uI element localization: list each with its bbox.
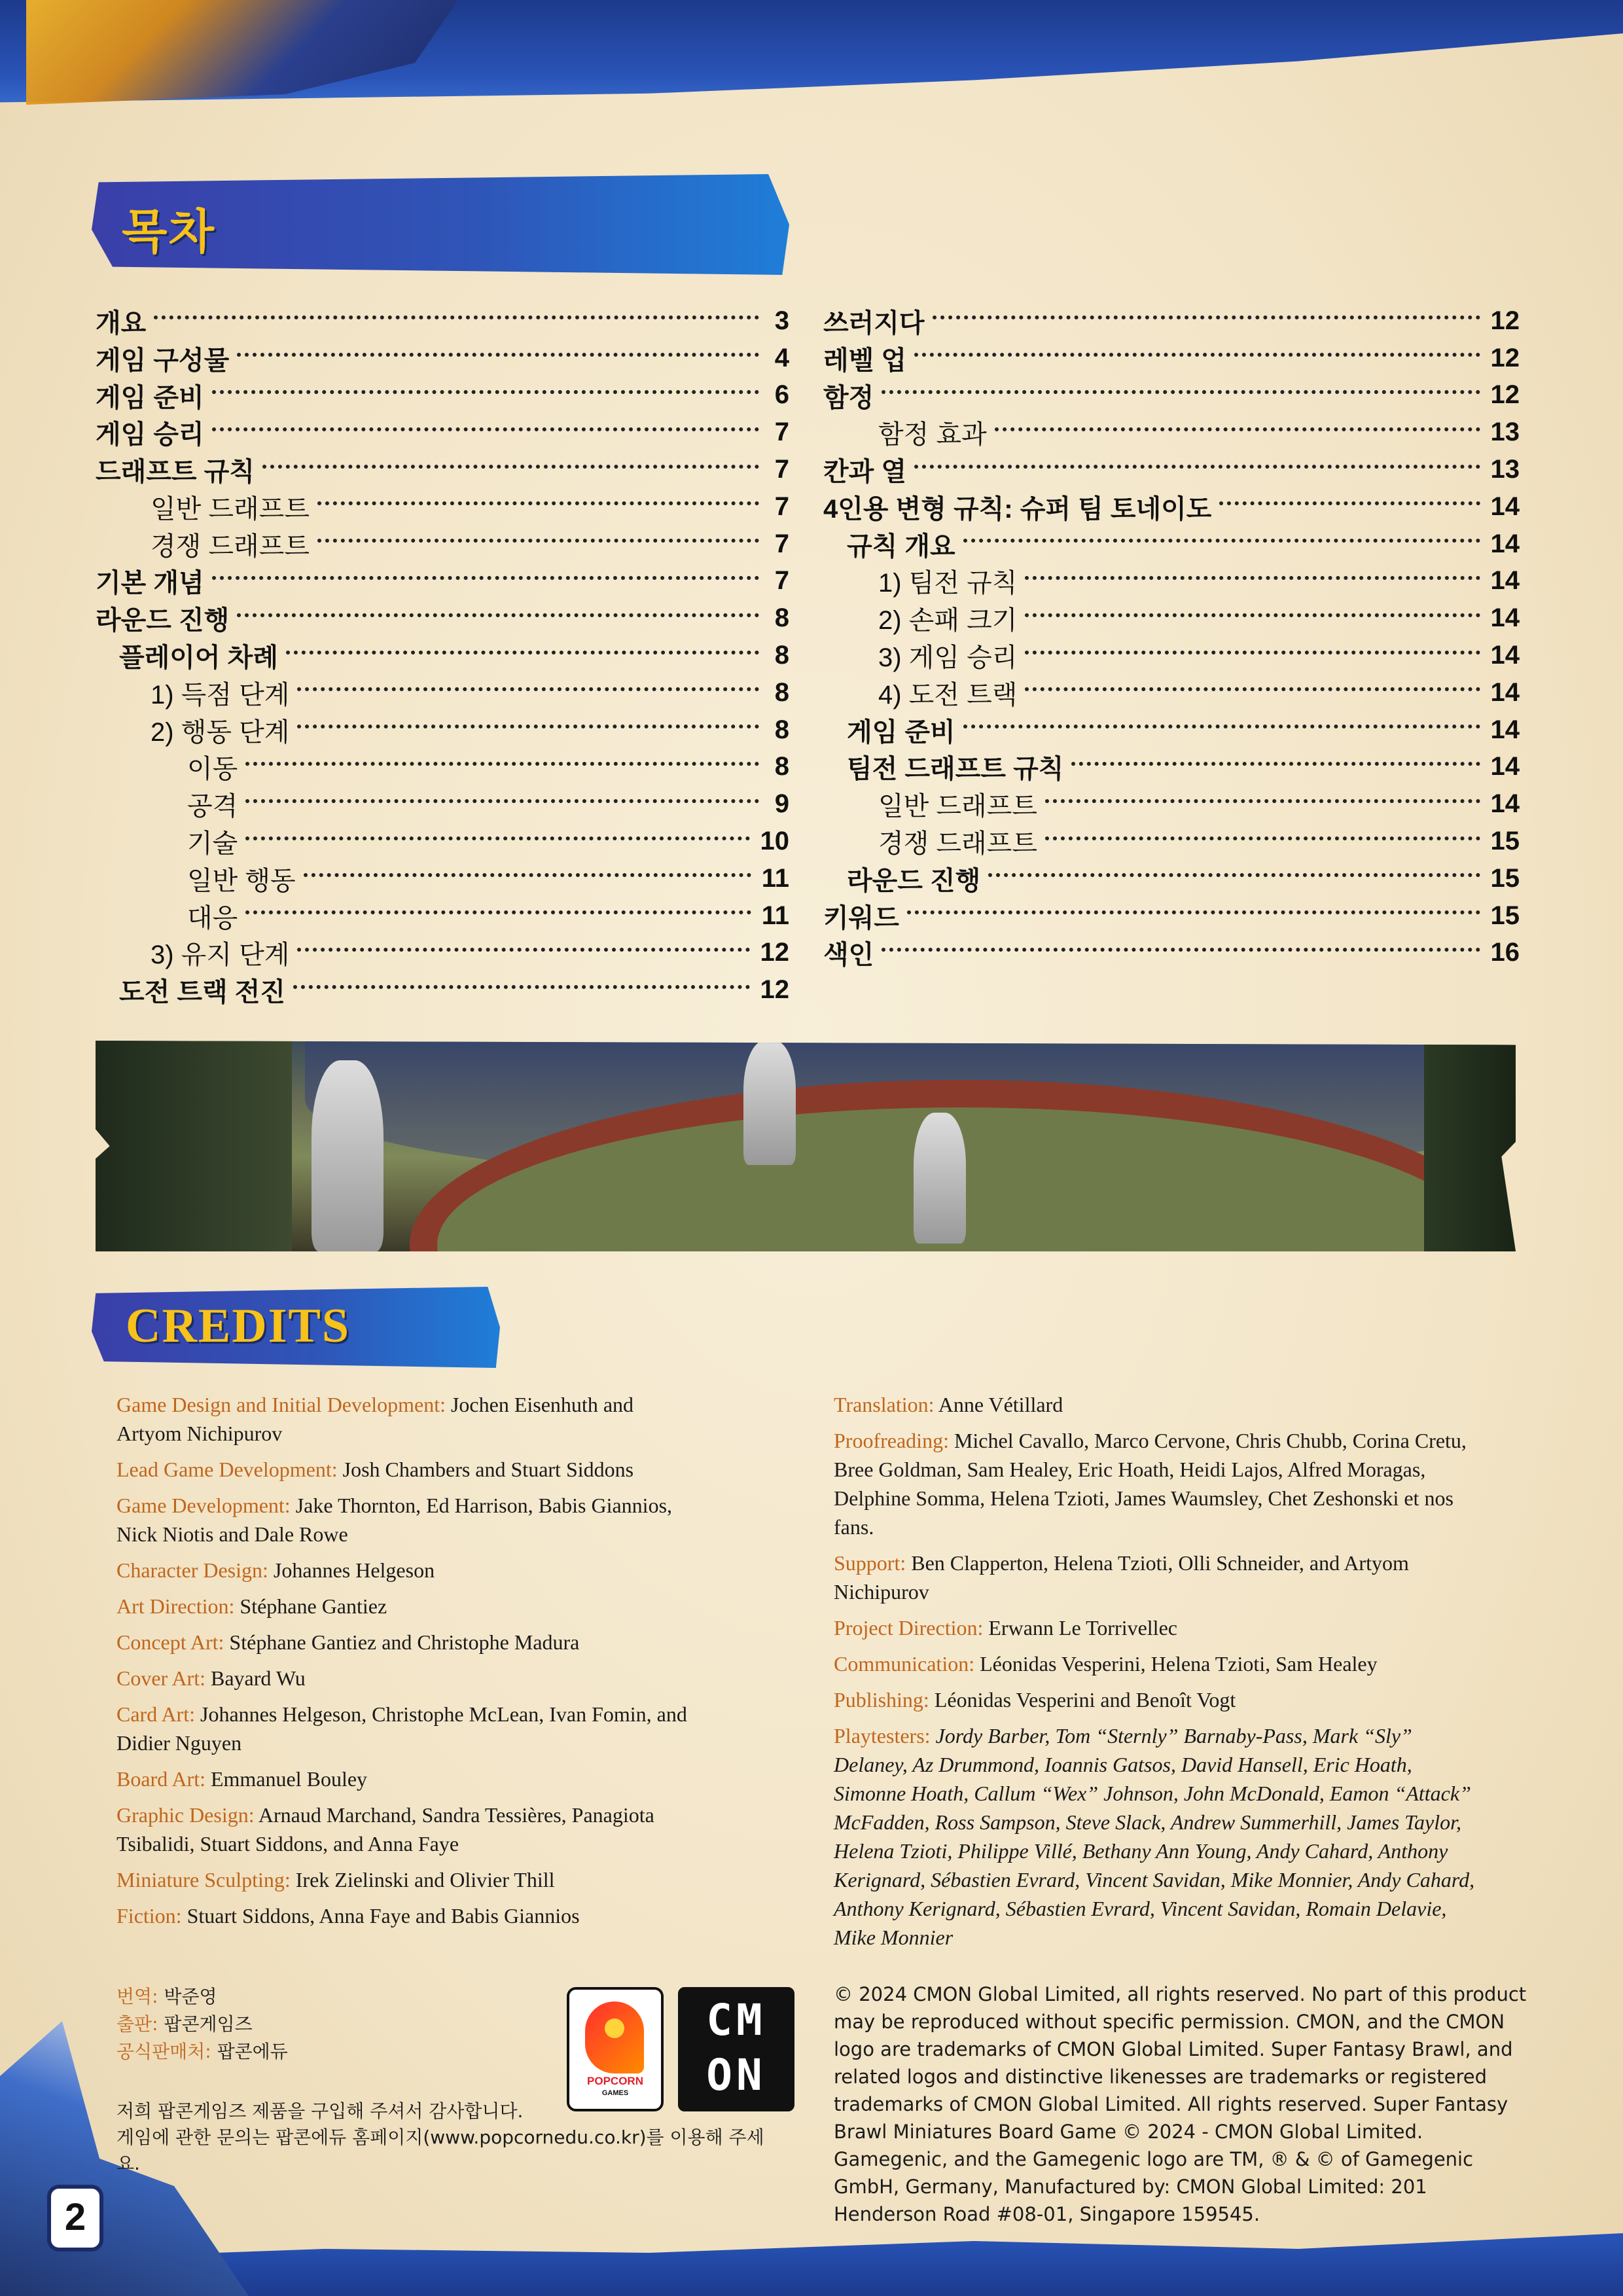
toc-entry-page: 12 <box>1490 380 1520 410</box>
credit-names: Léonidas Vesperini, Helena Tzioti, Sam Healey <box>980 1652 1378 1676</box>
toc-entry-label: 4) 도전 트랙 <box>878 680 1018 709</box>
toc-leader-dots <box>1025 613 1480 617</box>
toc-leader-dots <box>1071 762 1480 766</box>
credit-names: Ben Clapperton, Helena Tzioti, Olli Schneider, and Artyom Nichipurov <box>834 1551 1409 1604</box>
credit-names: Stéphane Gantiez and Christophe Madura <box>229 1630 580 1654</box>
cmon-logo <box>678 1987 794 2111</box>
credit-role: Miniature Sculpting: <box>116 1868 291 1892</box>
credit-names: Erwann Le Torrivellec <box>988 1616 1177 1640</box>
toc-entry[interactable] <box>823 451 1520 488</box>
toc-entry[interactable] <box>823 414 1520 451</box>
cmon-logo-row-1: CM <box>706 1995 766 2045</box>
toc-entry-page: 14 <box>1490 641 1520 670</box>
toc-entry-page: 12 <box>760 938 789 967</box>
toc-entry[interactable] <box>823 600 1520 637</box>
toc-entry-page: 11 <box>761 863 789 893</box>
credit-entry <box>116 1901 699 1930</box>
credit-role: Project Direction: <box>834 1616 984 1640</box>
toc-leader-dots <box>963 725 1480 728</box>
toc-leader-dots <box>933 315 1480 319</box>
toc-leader-dots <box>907 910 1480 914</box>
toc-leader-dots <box>1045 836 1480 840</box>
toc-entry[interactable] <box>823 823 1520 860</box>
toc-leader-dots <box>297 687 759 691</box>
credit-names: Léonidas Vesperini and Benoît Vogt <box>934 1688 1236 1712</box>
toc-entry-page: 12 <box>760 975 789 1005</box>
toc-entry[interactable] <box>823 488 1520 526</box>
toc-entry-label: 키워드 <box>823 903 899 933</box>
credit-entry <box>116 1491 699 1549</box>
toc-entry-label: 일반 드래프트 <box>878 792 1037 821</box>
toc-entry[interactable] <box>823 340 1520 377</box>
toc-entry-label: 라운드 진행 <box>847 866 981 895</box>
toc-entry[interactable] <box>823 935 1520 972</box>
toc-entry-label: 3) 유지 단계 <box>151 941 290 970</box>
credit-role: Translation: <box>834 1393 935 1416</box>
toc-entry[interactable] <box>823 860 1520 897</box>
toc-entry[interactable] <box>823 711 1520 749</box>
toc-entry-label: 3) 게임 승리 <box>878 643 1018 673</box>
toc-entry[interactable] <box>823 637 1520 674</box>
toc-entry[interactable] <box>823 785 1520 823</box>
toc-entry-label: 대응 <box>187 903 238 933</box>
toc-entry-label: 도전 트랙 전진 <box>119 978 286 1007</box>
toc-entry-label: 색인 <box>823 941 874 970</box>
statue-front <box>914 1113 966 1244</box>
korean-credit-entry <box>116 2038 548 2066</box>
arena-illustration <box>96 1041 1516 1251</box>
credit-names: Emmanuel Bouley <box>210 1767 368 1791</box>
credit-entry <box>116 1592 699 1621</box>
credit-names: Anne Vétillard <box>938 1393 1063 1416</box>
credits-left-column <box>116 1390 699 1937</box>
toc-entry[interactable] <box>823 526 1520 563</box>
credit-names: Arnaud Marchand, Sandra Tessières, Panagiota Tsibalidi, Stuart Siddons, and Anna Faye <box>116 1803 654 1856</box>
toc-entry-label: 2) 손패 크기 <box>878 606 1018 636</box>
toc-left-column <box>96 302 789 1009</box>
thanks-line-2: 게임에 관한 문의는 팝콘에듀 홈페이지(www.popcornedu.co.kr)를 이용해 주세요. <box>116 2126 764 2174</box>
credit-role: Playtesters: <box>834 1724 931 1748</box>
korean-credit-role: 출판: <box>116 2013 158 2035</box>
korean-credit-role: 공식판매처: <box>116 2041 211 2062</box>
toc-entry-page: 7 <box>774 566 789 596</box>
credit-entry <box>834 1685 1488 1714</box>
credit-entry <box>116 1700 699 1757</box>
toc-entry-label: 함정 효과 <box>878 420 987 450</box>
credit-entry <box>834 1549 1488 1606</box>
toc-entry-label: 개요 <box>96 308 147 338</box>
toc-leader-dots <box>297 725 759 728</box>
toc-entry-page: 10 <box>760 827 789 856</box>
toc-entry[interactable] <box>823 674 1520 711</box>
toc-entry-label: 2) 행동 단계 <box>151 717 290 747</box>
popcorn-logo-subtext: GAMES <box>601 2089 629 2097</box>
toc-entry-page: 14 <box>1490 492 1520 521</box>
toc-entry-page: 14 <box>1490 566 1520 596</box>
credit-role: Support: <box>834 1551 906 1575</box>
credit-role: Communication: <box>834 1652 975 1676</box>
toc-entry-label: 함정 <box>823 383 874 412</box>
toc-entry-label: 게임 승리 <box>96 420 204 450</box>
toc-entry-label: 4인용 변형 규칙: 슈퍼 팀 토네이도 <box>823 494 1212 524</box>
toc-leader-dots <box>262 465 759 469</box>
toc-entry[interactable] <box>96 823 789 860</box>
toc-entry-page: 8 <box>774 715 789 744</box>
toc-entry-label: 경쟁 드래프트 <box>151 531 310 561</box>
toc-entry-label: 기본 개념 <box>96 569 204 598</box>
toc-entry[interactable] <box>96 600 789 637</box>
toc-entry-label: 라운드 진행 <box>96 606 230 636</box>
thanks-message <box>116 2098 777 2177</box>
scene-right-foliage <box>1424 1041 1516 1251</box>
toc-entry-page: 8 <box>774 603 789 633</box>
toc-leader-dots <box>154 315 759 319</box>
toc-entry[interactable] <box>823 897 1520 935</box>
credit-role: Graphic Design: <box>116 1803 255 1827</box>
toc-entry-label: 드래프트 규칙 <box>96 457 255 487</box>
toc-entry-page: 8 <box>774 677 789 707</box>
credit-role: Game Design and Initial Development: <box>116 1393 446 1416</box>
toc-entry-label: 규칙 개요 <box>847 531 955 561</box>
credit-role: Fiction: <box>116 1904 182 1928</box>
credit-entry <box>834 1649 1488 1678</box>
toc-entry-page: 14 <box>1490 677 1520 707</box>
toc-title: 목차 <box>122 204 216 259</box>
toc-entry-label: 쓰러지다 <box>823 308 925 338</box>
toc-entry-label: 레벨 업 <box>823 346 907 375</box>
toc-leader-dots <box>293 985 749 989</box>
popcorn-logo-text: POPCORN <box>587 2075 643 2087</box>
toc-leader-dots <box>1025 687 1480 691</box>
toc-entry-label: 기술 <box>187 829 238 859</box>
toc-leader-dots <box>304 873 751 877</box>
toc-entry[interactable] <box>96 711 789 749</box>
bottom-decoration <box>0 2217 1623 2296</box>
credit-names: Bayard Wu <box>210 1666 306 1690</box>
credit-entry <box>116 1455 699 1484</box>
popcorn-p-icon <box>585 2001 644 2073</box>
toc-entry-page: 7 <box>774 418 789 447</box>
toc-entry-page: 13 <box>1490 418 1520 447</box>
toc-leader-dots <box>1025 651 1480 655</box>
credit-role: Art Direction: <box>116 1594 235 1618</box>
credit-role: Board Art: <box>116 1767 205 1791</box>
credit-names: Jordy Barber, Tom “Sternly” Barnaby-Pass, Mark “Sly” Delaney, Az Drummond, Ioannis Gatsos, David Hansell, Eric Hoath, Simonne Hoath, Callum “Wex” Johnson, John McDonald, Eamon “Attack” McFadden, Ross Sampson, Steve Slack, Andrew Summerhill, James Taylor, Helena Tzioti, Philippe Villé, Bethany Ann Young, Andy Cahard, Anthony Kerignard, Sébastien Evrard, Vincent Savidan, Mike Monnier, Andy Cahard, Anthony Kerignard, Sébastien Evrard, Vincent Savidan, Romain Delavie, Mike Monnier <box>834 1724 1475 1949</box>
toc-entry-page: 3 <box>774 306 789 335</box>
toc-leader-dots <box>212 576 759 580</box>
toc-entry-page: 14 <box>1490 603 1520 633</box>
toc-leader-dots <box>286 651 759 655</box>
credit-role: Lead Game Development: <box>116 1458 338 1481</box>
credit-entry <box>116 1390 699 1448</box>
credit-entry <box>834 1426 1488 1541</box>
toc-entry[interactable] <box>823 377 1520 414</box>
toc-entry-page: 7 <box>774 455 789 484</box>
statue-center <box>743 1041 796 1165</box>
toc-entry-label: 팀전 드래프트 규칙 <box>847 755 1064 784</box>
toc-leader-dots <box>1045 799 1480 803</box>
korean-credit-entry <box>116 2011 548 2038</box>
toc-entry[interactable] <box>96 302 789 340</box>
toc-entry-label: 게임 구성물 <box>96 346 230 375</box>
korean-credit-names: 박준영 <box>158 1986 217 2007</box>
toc-leader-dots <box>237 353 759 357</box>
toc-entry-label: 경쟁 드래프트 <box>878 829 1037 859</box>
toc-entry-page: 8 <box>774 641 789 670</box>
credit-entry <box>116 1664 699 1693</box>
toc-entry-page: 4 <box>774 343 789 372</box>
toc-entry-label: 일반 드래프트 <box>151 494 310 524</box>
toc-entry-page: 15 <box>1490 901 1520 930</box>
toc-entry-label: 게임 준비 <box>847 717 955 747</box>
korean-credits <box>116 1983 548 2066</box>
credit-names: Irek Zielinski and Olivier Thill <box>295 1868 555 1892</box>
statue-left <box>312 1060 383 1251</box>
toc-entry[interactable] <box>96 488 789 526</box>
toc-leader-dots <box>317 539 759 543</box>
korean-credit-names: 팝콘게임즈 <box>158 2013 253 2035</box>
toc-entry-page: 14 <box>1490 715 1520 744</box>
credit-role: Concept Art: <box>116 1630 224 1654</box>
korean-credit-names: 팝콘에듀 <box>211 2041 288 2062</box>
toc-entry-page: 11 <box>761 901 789 930</box>
credits-right-column <box>834 1390 1488 1959</box>
toc-leader-dots <box>963 539 1480 543</box>
popcorn-games-logo <box>567 1987 664 2111</box>
toc-entry-page: 7 <box>774 529 789 558</box>
toc-entry-label: 플레이어 차례 <box>119 643 278 673</box>
toc-entry-page: 14 <box>1490 752 1520 781</box>
toc-entry[interactable] <box>823 749 1520 786</box>
toc-entry-label: 칸과 열 <box>823 457 907 487</box>
toc-leader-dots <box>914 465 1480 469</box>
toc-entry[interactable] <box>96 451 789 488</box>
toc-leader-dots <box>245 836 749 840</box>
toc-entry-page: 8 <box>774 752 789 781</box>
credit-names: Stéphane Gantiez <box>240 1594 387 1618</box>
toc-leader-dots <box>1219 501 1480 505</box>
toc-leader-dots <box>245 799 759 803</box>
toc-leader-dots <box>245 762 759 766</box>
credit-names: Stuart Siddons, Anna Faye and Babis Giannios <box>187 1904 580 1928</box>
korean-credit-role: 번역: <box>116 1986 158 2007</box>
toc-entry[interactable] <box>96 637 789 674</box>
toc-leader-dots <box>245 910 751 914</box>
toc-leader-dots <box>317 501 759 505</box>
toc-leader-dots <box>212 390 759 394</box>
toc-entry-page: 12 <box>1490 343 1520 372</box>
credit-entry <box>116 1765 699 1793</box>
credit-entry <box>116 1556 699 1585</box>
toc-leader-dots <box>1025 576 1480 580</box>
toc-leader-dots <box>237 613 759 617</box>
credit-entry <box>116 1801 699 1858</box>
credit-names: Michel Cavallo, Marco Cervone, Chris Chubb, Corina Cretu, Bree Goldman, Sam Healey, Eric Hoath, Heidi Lajos, Alfred Moragas, Delphine Somma, Helena Tzioti, James Waumsley, Chet Zeshonski et nos fans. <box>834 1429 1467 1539</box>
credit-role: Proofreading: <box>834 1429 949 1452</box>
toc-entry-label: 게임 준비 <box>96 383 204 412</box>
toc-entry[interactable] <box>96 563 789 600</box>
toc-leader-dots <box>212 427 759 431</box>
credit-entry <box>116 1865 699 1894</box>
credit-names: Johannes Helgeson <box>273 1558 435 1582</box>
toc-leader-dots <box>882 948 1480 952</box>
credit-entry <box>834 1613 1488 1642</box>
toc-entry-page: 9 <box>774 789 789 819</box>
credits-title: CREDITS <box>126 1299 350 1353</box>
page-number: 2 <box>47 2185 103 2251</box>
toc-entry-page: 12 <box>1490 306 1520 335</box>
credit-entry <box>834 1721 1488 1952</box>
toc-entry[interactable] <box>96 414 789 451</box>
credit-names: Johannes Helgeson, Christophe McLean, Ivan Fomin, and Didier Nguyen <box>116 1702 687 1755</box>
credit-role: Publishing: <box>834 1688 929 1712</box>
toc-leader-dots <box>882 390 1480 394</box>
toc-entry[interactable] <box>96 526 789 563</box>
credit-names: Josh Chambers and Stuart Siddons <box>342 1458 634 1481</box>
toc-leader-dots <box>988 873 1480 877</box>
toc-entry-label: 1) 득점 단계 <box>151 680 290 709</box>
toc-entry[interactable] <box>96 749 789 786</box>
scene-left-foliage <box>96 1041 292 1251</box>
toc-entry-label: 공격 <box>187 792 238 821</box>
credit-entry <box>834 1390 1488 1419</box>
toc-entry[interactable] <box>96 377 789 414</box>
credit-role: Cover Art: <box>116 1666 205 1690</box>
toc-leader-dots <box>297 948 749 952</box>
credit-role: Character Design: <box>116 1558 268 1582</box>
toc-entry[interactable] <box>96 971 789 1009</box>
credit-entry <box>116 1628 699 1657</box>
toc-entry-page: 14 <box>1490 529 1520 558</box>
credit-role: Game Development: <box>116 1494 291 1517</box>
toc-entry[interactable] <box>96 340 789 377</box>
toc-entry-page: 16 <box>1490 938 1520 967</box>
toc-entry-label: 일반 행동 <box>187 866 296 895</box>
toc-entry-page: 15 <box>1490 863 1520 893</box>
legal-notice: © 2024 CMON Global Limited, all rights reserved. No part of this product may be reproduced without specific permission. CMON, and the CMON logo are trademarks of CMON Global Limited. Super Fantasy Brawl, and related logos and distinctive likenesses are trademarks or registered trademarks of CMON Global Limited. All rights reserved. Super Fantasy Brawl Miniatures Board Game © 2024 - CMON Global Limited. Gamegenic, and the Gamegenic logo are TM, ® & © of Gamegenic GmbH, Germany, Manufactured by: CMON Global Limited: 201 Henderson Road #08-01, Singapore 159545. <box>834 1983 1527 2225</box>
thanks-line-1: 저희 팝콘게임즈 제품을 구입해 주셔서 감사합니다. <box>116 2100 524 2122</box>
korean-credit-entry <box>116 1983 548 2011</box>
toc-entry-page: 13 <box>1490 455 1520 484</box>
credit-role: Card Art: <box>116 1702 195 1726</box>
toc-entry-page: 15 <box>1490 827 1520 856</box>
toc-entry-label: 1) 팀전 규칙 <box>878 569 1018 598</box>
toc-leader-dots <box>914 353 1480 357</box>
toc-right-column <box>823 302 1520 971</box>
toc-entry-page: 6 <box>774 380 789 410</box>
toc-entry-page: 14 <box>1490 789 1520 819</box>
toc-entry[interactable] <box>96 935 789 972</box>
toc-leader-dots <box>995 427 1480 431</box>
credit-names: Jake Thornton, Ed Harrison, Babis Giannios, Nick Niotis and Dale Rowe <box>116 1494 673 1546</box>
toc-entry[interactable] <box>96 785 789 823</box>
toc-entry-page: 7 <box>774 492 789 521</box>
cmon-logo-row-2: ON <box>706 2050 766 2100</box>
toc-entry-label: 이동 <box>187 755 238 784</box>
toc-entry[interactable] <box>96 897 789 935</box>
toc-entry[interactable] <box>96 674 789 711</box>
toc-entry[interactable] <box>96 860 789 897</box>
credit-names: Jochen Eisenhuth and Artyom Nichipurov <box>116 1393 634 1445</box>
toc-entry[interactable] <box>823 302 1520 340</box>
toc-entry[interactable] <box>823 563 1520 600</box>
